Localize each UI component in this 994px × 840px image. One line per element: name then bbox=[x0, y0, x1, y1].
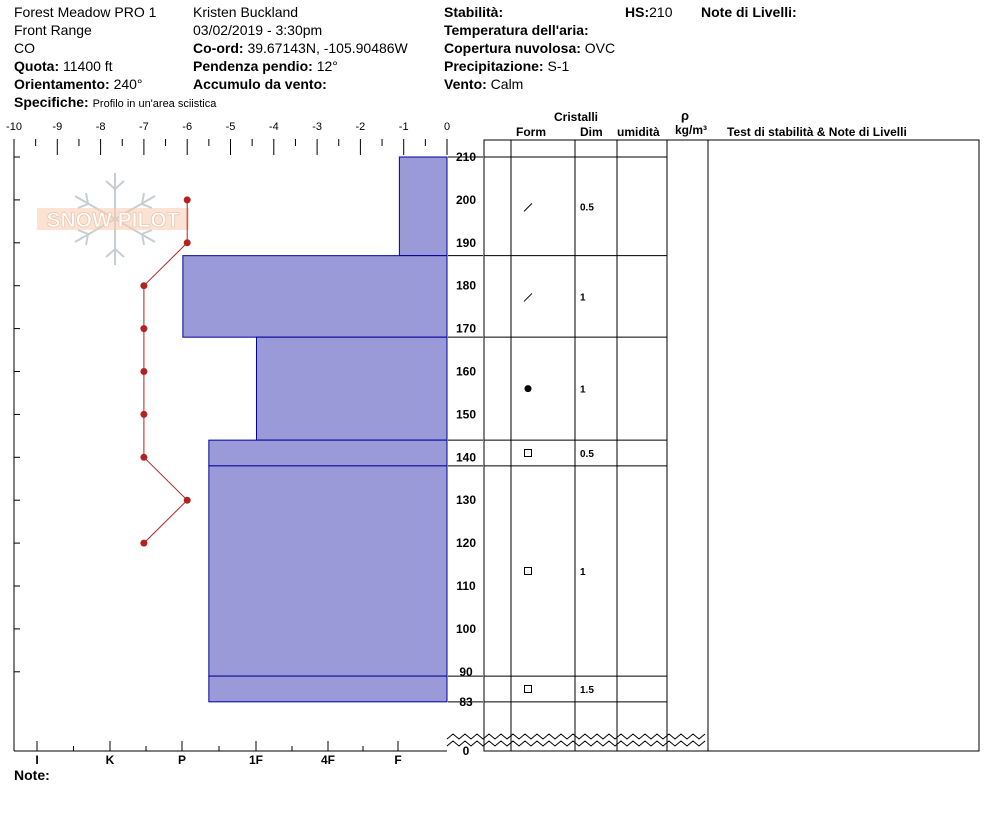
airtemp-label: Temperatura dell'aria: bbox=[444, 22, 589, 38]
specifics-value: Profilo in un'area sciistica bbox=[92, 98, 217, 110]
temperature-line bbox=[144, 200, 187, 543]
hardness-layer-5 bbox=[209, 676, 447, 702]
hardness-tick-label: I bbox=[35, 753, 39, 767]
hs-label: HS: bbox=[625, 4, 650, 20]
height-tick-label: 160 bbox=[455, 364, 477, 379]
density-symbol: ρ bbox=[681, 108, 690, 123]
temperature-point bbox=[140, 454, 147, 461]
temp-tick-label: -8 bbox=[95, 121, 106, 133]
temperature-point bbox=[184, 196, 191, 203]
grain-form-icon bbox=[525, 685, 532, 692]
height-tick-label: 130 bbox=[455, 493, 477, 508]
mountain-range: Front Range bbox=[14, 22, 92, 38]
temp-tick-label: -3 bbox=[312, 121, 322, 133]
hardness-layer-2 bbox=[256, 337, 447, 440]
height-tick-label: 200 bbox=[455, 192, 477, 207]
hardness-tick-label: F bbox=[394, 753, 402, 767]
grain-form-icon bbox=[524, 293, 532, 301]
temp-tick-label: -6 bbox=[182, 121, 193, 133]
crystals-header: Cristalli bbox=[554, 110, 599, 124]
sky-label: Copertura nuvolosa: bbox=[444, 40, 581, 56]
hardness-layer-4 bbox=[209, 466, 447, 676]
form-header: Form bbox=[516, 125, 546, 139]
sky-value: OVC bbox=[584, 40, 616, 56]
coord-value: 39.67143N, -105.90486W bbox=[247, 40, 408, 56]
temp-tick-label: -7 bbox=[139, 121, 149, 133]
height-tick-label: 90 bbox=[459, 664, 473, 679]
temperature-point bbox=[184, 239, 191, 246]
aspect-value: 240° bbox=[113, 76, 143, 92]
temp-tick-label: -5 bbox=[225, 121, 236, 133]
windload-label: Accumulo da vento: bbox=[193, 76, 327, 92]
notes-label: Note: bbox=[14, 767, 50, 783]
size-header: Dim bbox=[580, 125, 603, 139]
grain-size-label: 1 bbox=[580, 384, 586, 396]
grain-size-label: 1 bbox=[580, 292, 586, 304]
datetime: 03/02/2019 - 3:30pm bbox=[193, 22, 323, 38]
height-tick-label: 210 bbox=[455, 150, 477, 164]
temperature-point bbox=[140, 325, 147, 332]
hardness-layer-3 bbox=[209, 440, 447, 466]
temp-tick-label: -1 bbox=[398, 121, 409, 133]
density-unit: kg/m³ bbox=[675, 123, 708, 137]
temp-tick-label: -9 bbox=[52, 121, 63, 133]
height-tick-label: 100 bbox=[455, 621, 477, 636]
temp-tick-label: -2 bbox=[355, 121, 366, 133]
hardness-tick-label: P bbox=[177, 753, 187, 767]
hardness-tick-label: K bbox=[105, 753, 115, 767]
grain-size-label: 0.5 bbox=[580, 202, 594, 214]
hardness-layer-1 bbox=[183, 256, 447, 338]
specifics-label: Specifiche: bbox=[14, 94, 89, 110]
aspect-label: Orientamento: bbox=[14, 76, 110, 92]
precip-label: Precipitazione: bbox=[444, 58, 544, 74]
temperature-point bbox=[140, 540, 147, 547]
slope-value: 12° bbox=[316, 58, 338, 74]
axis-break-zigzag-top bbox=[447, 734, 705, 739]
grain-form-icon bbox=[525, 567, 532, 574]
wind-value: Calm bbox=[490, 76, 524, 92]
hardness-tick-label: 4F bbox=[320, 753, 336, 767]
grain-size-label: 1.5 bbox=[580, 684, 594, 696]
hs-value: 210 bbox=[649, 4, 673, 20]
temperature-point bbox=[140, 282, 147, 289]
snowpilot-logo bbox=[37, 173, 189, 265]
temperature-point bbox=[184, 497, 191, 504]
axis-break-zigzag-bottom bbox=[447, 741, 705, 746]
layer-notes-label: Note di Livelli: bbox=[701, 4, 797, 20]
height-tick-label: 150 bbox=[455, 407, 477, 422]
temperature-point bbox=[140, 368, 147, 375]
grain-form-icon bbox=[525, 450, 532, 457]
height-tick-label: 190 bbox=[455, 235, 477, 250]
height-tick-label: 120 bbox=[455, 536, 477, 551]
moisture-header: umidità bbox=[617, 125, 660, 139]
elevation-value: 11400 ft bbox=[63, 58, 113, 74]
precip-value: S-1 bbox=[547, 58, 570, 74]
grain-size-label: 0.5 bbox=[580, 449, 594, 461]
height-tick-label: 140 bbox=[455, 450, 477, 465]
height-tick-label: 110 bbox=[456, 579, 476, 593]
location-name: Forest Meadow PRO 1 bbox=[14, 4, 157, 20]
temp-tick-label: -10 bbox=[6, 121, 22, 133]
height-tick-label: 180 bbox=[455, 278, 477, 293]
grain-size-label: 1 bbox=[580, 566, 586, 578]
grain-form-icon bbox=[524, 203, 532, 211]
state: CO bbox=[14, 40, 35, 56]
coord-label: Co-ord: bbox=[193, 40, 244, 56]
elevation-label: Quota: bbox=[14, 58, 60, 74]
observer: Kristen Buckland bbox=[193, 4, 299, 20]
grain-form-icon bbox=[525, 385, 532, 392]
wind-label: Vento: bbox=[444, 76, 487, 92]
height-tick-label: 0 bbox=[462, 744, 470, 758]
slope-label: Pendenza pendio: bbox=[193, 58, 313, 74]
stability-label: Stabilità: bbox=[444, 4, 504, 20]
height-tick-label: 170 bbox=[455, 321, 477, 336]
temp-tick-label: 0 bbox=[443, 121, 451, 133]
hardness-layer-0 bbox=[399, 157, 447, 256]
hardness-tick-label: 1F bbox=[248, 753, 264, 767]
logo-text: SNOW PILOT bbox=[46, 209, 180, 232]
tests-header: Test di stabilità & Note di Livelli bbox=[727, 125, 907, 139]
table-frame bbox=[484, 140, 979, 751]
temp-tick-label: -4 bbox=[268, 121, 279, 133]
temperature-point bbox=[140, 411, 147, 418]
height-tick-label: 83 bbox=[459, 694, 473, 709]
